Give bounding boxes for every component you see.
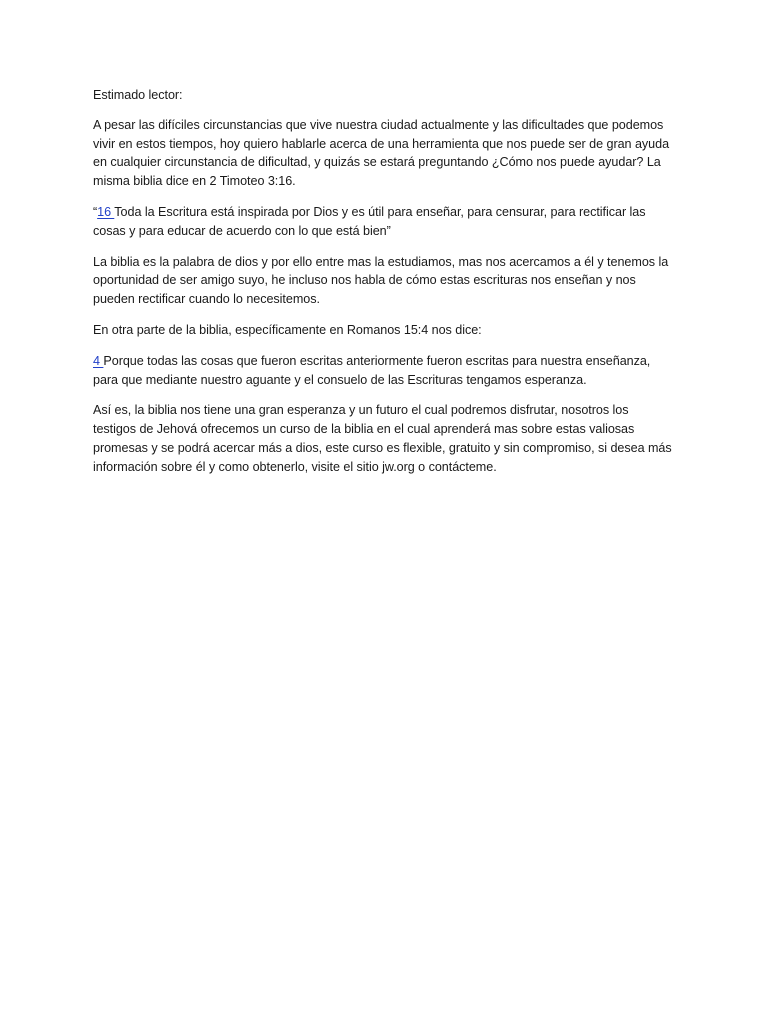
quote-timoteo-text: Toda la Escritura está inspirada por Dios y es útil para enseñar, para censurar, para rectificar las cosas y para educar de acuerdo con lo que está bien”	[93, 204, 646, 238]
quote-timoteo	[93, 203, 674, 241]
paragraph-bible-word: La biblia es la palabra de dios y por ello entre mas la estudiamos, mas nos acercamos a él y tenemos la oportunidad de ser amigo suyo, he incluso nos habla de cómo estas escrituras nos enseñan y nos pueden rectificar cuando lo necesitemos.	[93, 254, 669, 307]
quote-romanos-text: Porque todas las cosas que fueron escritas anteriormente fueron escritas para nuestra enseñanza, para que mediante nuestro aguante y el consuelo de las Escrituras tengamos esperanza.	[93, 353, 651, 387]
open-quote: “	[93, 204, 98, 219]
verse-link-4[interactable]: 4	[93, 353, 104, 368]
greeting: Estimado lector:	[93, 88, 183, 102]
paragraph-closing: Así es, la biblia nos tiene una gran esperanza y un futuro el cual podremos disfrutar, nosotros los testigos de Jehová ofrecemos un curso de la biblia en el cual aprenderá mas sobre estas valiosas promesas y se podrá acercar más a dios, este curso es flexible, gratuito y sin compromiso, si desea más información sobre él y como obtenerlo, visite el sitio jw.org o contácteme.	[93, 403, 672, 474]
paragraph-intro: A pesar las difíciles circunstancias que vive nuestra ciudad actualmente y las dificultades que podemos vivir en estos tiempos, hoy quiero hablarle acerca de una herramienta que nos puede ser de gran ayuda en cualquier circunstancia de dificultad, y quizás se estará preguntando ¿Cómo nos puede ayudar? La misma biblia dice en 2 Timoteo 3:16.	[93, 117, 670, 189]
quote-romanos	[93, 352, 674, 390]
verse-link-16[interactable]: 16	[97, 204, 115, 219]
paragraph-romanos-intro: En otra parte de la biblia, específicamente en Romanos 15:4 nos dice:	[93, 322, 482, 337]
